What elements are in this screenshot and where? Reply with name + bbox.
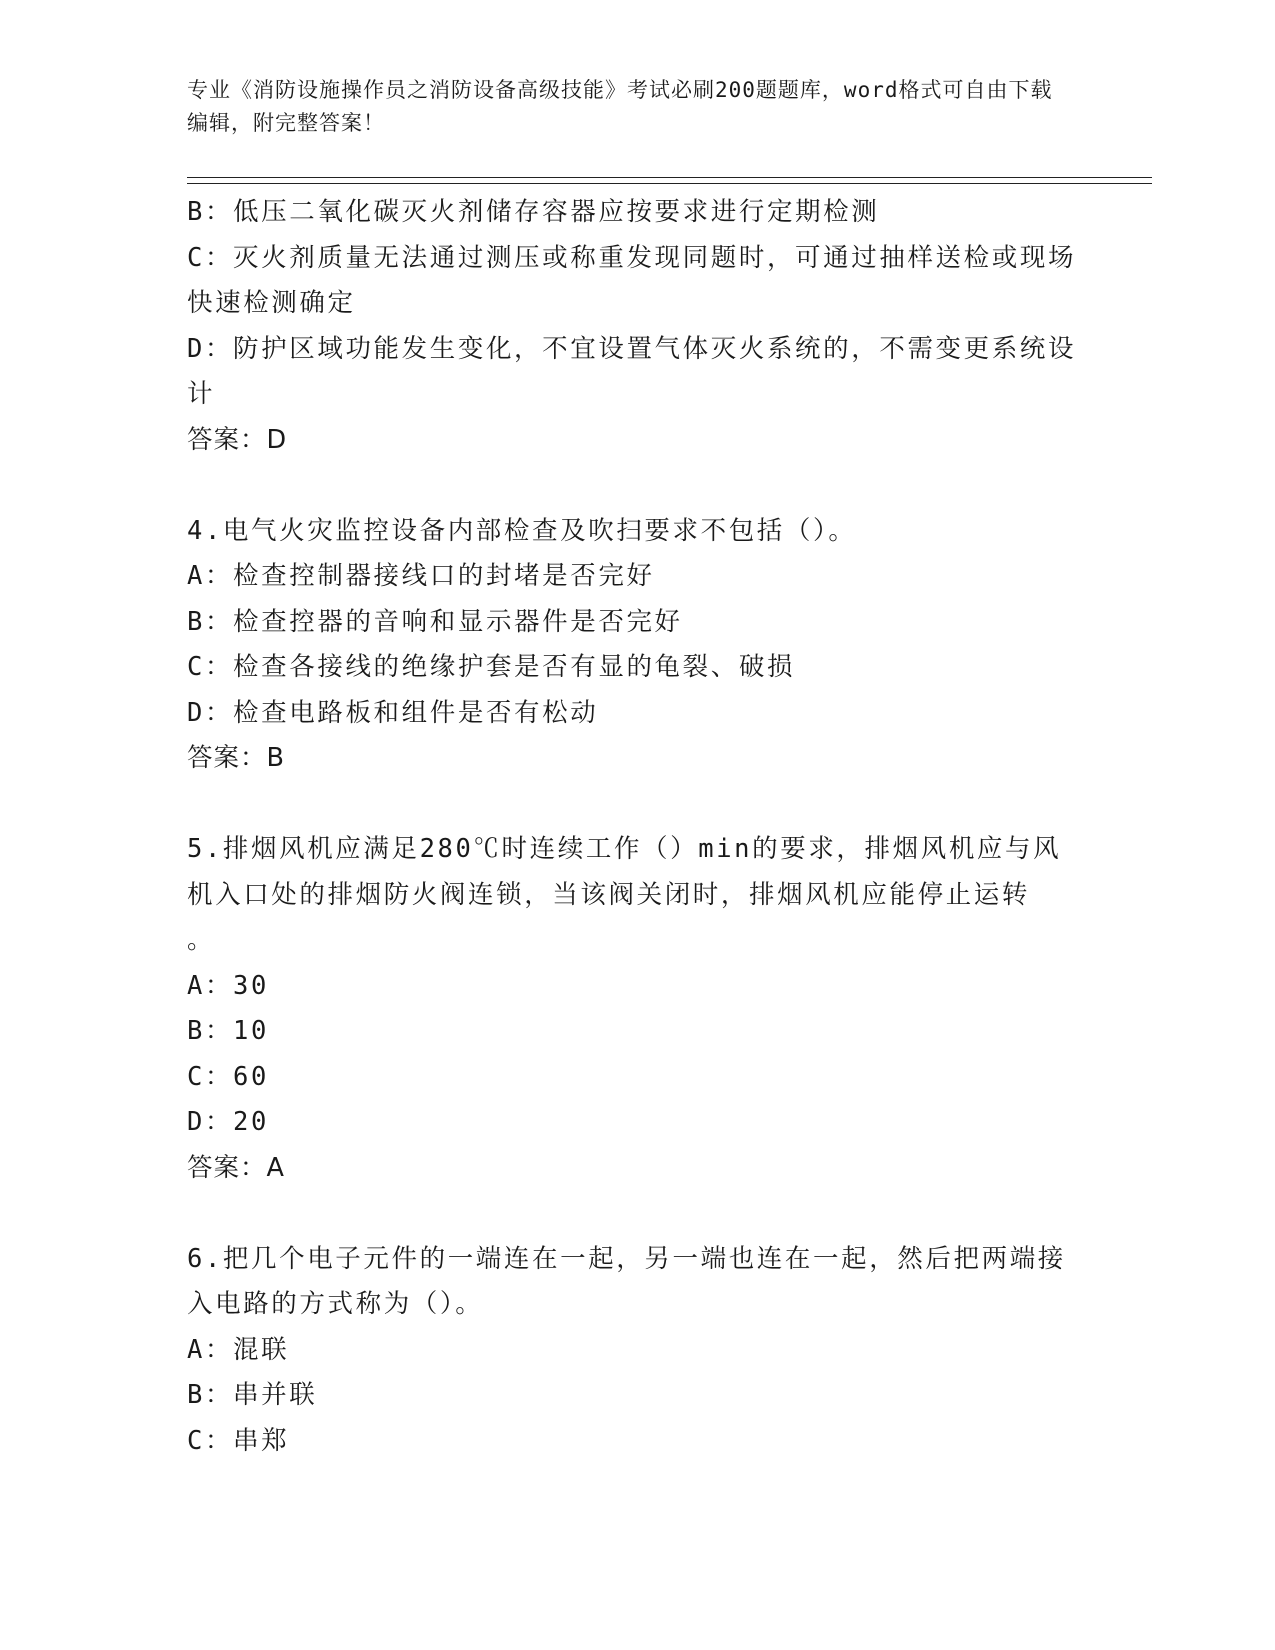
- q5-question: 5.排烟风机应满足280℃时连续工作（）min的要求，排烟风机应与风机入口处的排烟防火阀连锁，当该阀关闭时，排烟风机应能停止运转: [187, 834, 1062, 910]
- q4-question: 4.电气火灾监控设备内部检查及吹扫要求不包括（）。: [187, 515, 857, 546]
- q3-option-b: B：低压二氧化碳灭火剂储存容器应按要求进行定期检测: [187, 197, 880, 227]
- q6-option-a: A：混联: [187, 1334, 290, 1365]
- q4-option-d: D：检查电路板和组件是否有松动: [187, 697, 599, 728]
- q3-option-d: D：防护区域功能发生变化，不宜设置气体灭火系统的，不需变更系统设计: [187, 333, 1077, 409]
- q6-option-c: C：串郑: [187, 1425, 290, 1456]
- spacer: [187, 1191, 1077, 1237]
- q4-option-a: A：检查控制器接线口的封堵是否完好: [187, 561, 655, 591]
- q3-option-c: C：灭火剂质量无法通过测压或称重发现同题时，可通过抽样送检或现场快速检测确定: [187, 242, 1077, 318]
- spacer: [187, 463, 1077, 509]
- q5-answer: 答案：A: [187, 1152, 285, 1183]
- q5-option-b: B：10: [187, 1016, 269, 1046]
- q5-option-c: C：60: [187, 1061, 269, 1092]
- header-text: 专业《消防设施操作员之消防设备高级技能》考试必刷200题题库，word格式可自由下载编辑，附完整答案！: [187, 78, 1053, 135]
- q4-option-c: C：检查各接线的绝缘护套是否有显的龟裂、破损: [187, 652, 796, 682]
- question-content: [187, 190, 1077, 1464]
- q6-option-b: B：串并联: [187, 1380, 318, 1410]
- q3-answer: 答案：D: [187, 424, 288, 455]
- header-divider-top: [187, 177, 1152, 178]
- q5-option-a: A：30: [187, 970, 269, 1001]
- q6-question: 6.把几个电子元件的一端连在一起，另一端也连在一起，然后把两端接入电路的方式称为（）。: [187, 1243, 1066, 1319]
- header-divider-bottom: [187, 183, 1152, 184]
- q5-option-d: D：20: [187, 1107, 269, 1137]
- document-header: [187, 74, 1067, 140]
- q4-answer: 答案：B: [187, 743, 285, 773]
- q5-question-tail: 。: [187, 925, 216, 955]
- q4-option-b: B：检查控器的音响和显示器件是否完好: [187, 606, 683, 637]
- spacer: [187, 782, 1077, 828]
